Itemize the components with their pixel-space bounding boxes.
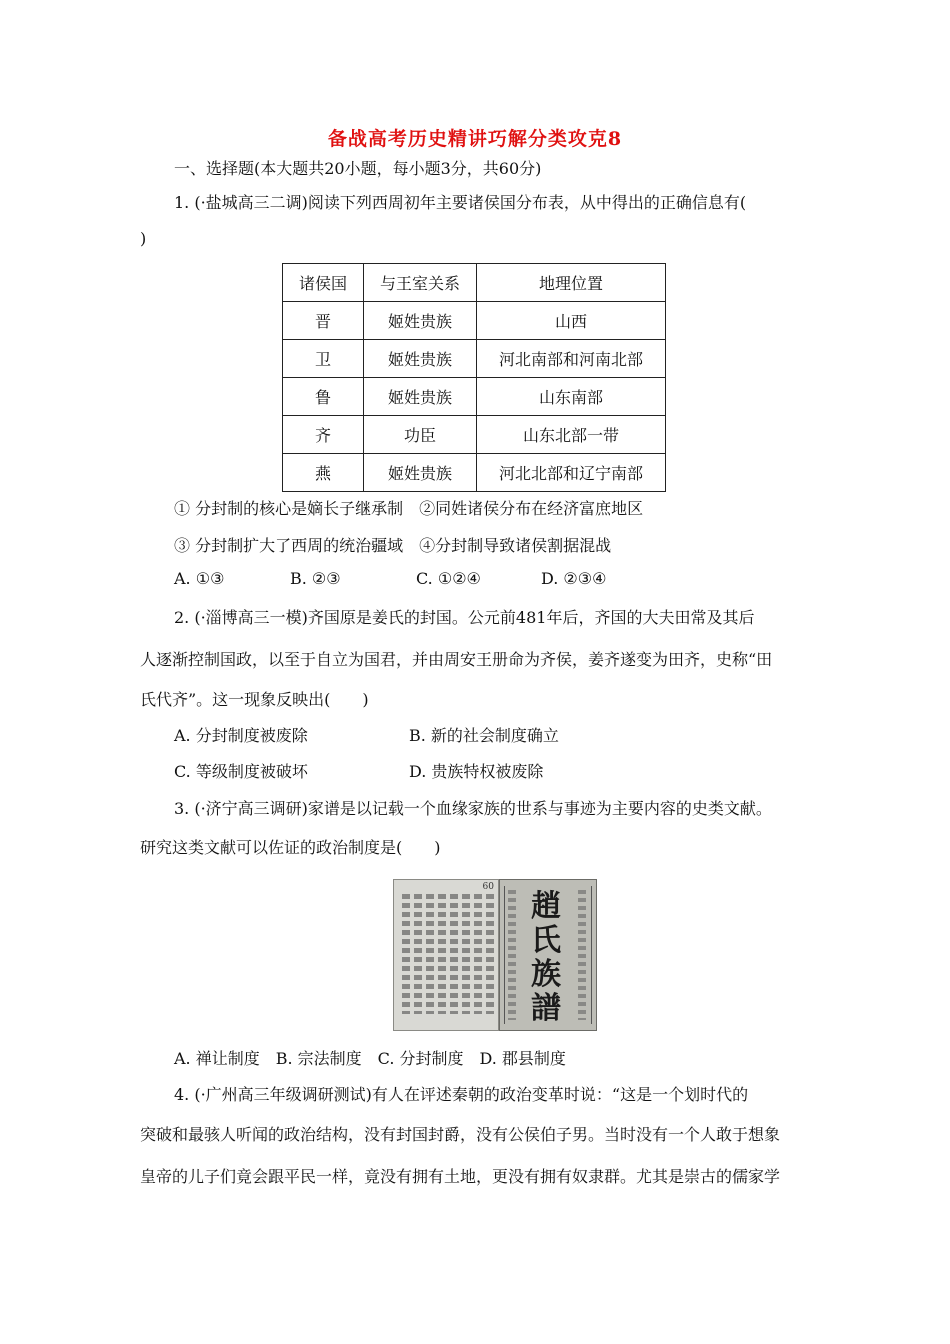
q3-stem-line2: 研究这类文献可以佐证的政治制度是( ) bbox=[140, 838, 441, 857]
q1-statement-2: ③ 分封制扩大了西周的统治疆域 ④分封制导致诸侯割据混战 bbox=[174, 536, 612, 555]
table-cell: 鲁 bbox=[283, 378, 364, 416]
q3-options: A. 禅让制度 B. 宗法制度 C. 分封制度 D. 郡县制度 bbox=[174, 1049, 566, 1068]
table-header-row bbox=[283, 264, 666, 302]
q1-option-c: C. ①②④ bbox=[416, 569, 481, 588]
genealogy-cover bbox=[499, 879, 597, 1031]
table-cell: 齐 bbox=[283, 416, 364, 454]
genealogy-book-image bbox=[393, 879, 597, 1031]
page-number: 60 bbox=[482, 882, 494, 892]
q2-option-b: B. 新的社会制度确立 bbox=[409, 726, 559, 745]
genealogy-inner-page bbox=[393, 879, 499, 1031]
q3-stem-line1: 3. (·济宁高三调研)家谱是以记载一个血缘家族的世系与事迹为主要内容的史类文献。 bbox=[174, 799, 772, 818]
table-row bbox=[283, 302, 666, 340]
table-header-cell: 与王室关系 bbox=[364, 264, 477, 302]
table-cell: 卫 bbox=[283, 340, 364, 378]
table-cell: 姬姓贵族 bbox=[364, 378, 477, 416]
q4-stem-line3: 皇帝的儿子们竟会跟平民一样，竟没有拥有土地，更没有拥有奴隶群。尤其是崇古的儒家学 bbox=[140, 1167, 781, 1186]
table-cell: 河北北部和辽宁南部 bbox=[477, 454, 666, 492]
table-cell: 燕 bbox=[283, 454, 364, 492]
table-cell: 山西 bbox=[477, 302, 666, 340]
q1-option-a: A. ①③ bbox=[174, 569, 225, 588]
table-cell: 山东南部 bbox=[477, 378, 666, 416]
q2-option-d: D. 贵族特权被废除 bbox=[409, 762, 544, 781]
table-cell: 姬姓贵族 bbox=[364, 454, 477, 492]
q1-option-d: D. ②③④ bbox=[541, 569, 607, 588]
q4-stem-line1: 4. (·广州高三年级调研测试)有人在评述秦朝的政治变革时说：“这是一个划时代的 bbox=[174, 1085, 749, 1104]
q2-option-a: A. 分封制度被废除 bbox=[174, 726, 308, 745]
table-header-cell: 诸侯国 bbox=[283, 264, 364, 302]
q2-stem-line2: 人逐渐控制国政，以至于自立为国君，并由周安王册命为齐侯，姜齐遂变为田齐，史称“田 bbox=[140, 650, 773, 669]
table-header-cell: 地理位置 bbox=[477, 264, 666, 302]
fiefdom-distribution-table bbox=[282, 263, 666, 492]
table-cell: 山东北部一带 bbox=[477, 416, 666, 454]
table-cell: 河北南部和河南北部 bbox=[477, 340, 666, 378]
q4-stem-line2: 突破和最骇人听闻的政治结构，没有封国封爵，没有公侯伯子男。当时没有一个人敢于想象 bbox=[140, 1125, 781, 1144]
q2-stem-line1: 2. (·淄博高三一模)齐国原是姜氏的封国。公元前481年后，齐国的大夫田常及其后 bbox=[174, 608, 755, 627]
q2-stem-line3: 氏代齐”。这一现象反映出( ) bbox=[140, 690, 369, 709]
q1-option-b: B. ②③ bbox=[290, 569, 341, 588]
document-title: 备战高考历史精讲巧解分类攻克8 bbox=[327, 128, 623, 150]
table-row bbox=[283, 416, 666, 454]
table-cell: 晋 bbox=[283, 302, 364, 340]
cover-title: 趙氏族譜 bbox=[531, 889, 561, 1026]
table-row bbox=[283, 340, 666, 378]
q1-stem-line2: ) bbox=[140, 229, 147, 248]
q1-stem-line1: 1. (·盐城高三二调)阅读下列西周初年主要诸侯国分布表，从中得出的正确信息有( bbox=[174, 193, 747, 212]
q1-statement-1: ① 分封制的核心是嫡长子继承制 ②同姓诸侯分布在经济富庶地区 bbox=[174, 499, 644, 518]
q2-option-c: C. 等级制度被破坏 bbox=[174, 762, 308, 781]
table-cell: 功臣 bbox=[364, 416, 477, 454]
section-heading: 一、选择题(本大题共20小题，每小题3分，共60分) bbox=[174, 159, 542, 178]
table-row bbox=[283, 454, 666, 492]
table-cell: 姬姓贵族 bbox=[364, 302, 477, 340]
table-row bbox=[283, 378, 666, 416]
table-cell: 姬姓贵族 bbox=[364, 340, 477, 378]
